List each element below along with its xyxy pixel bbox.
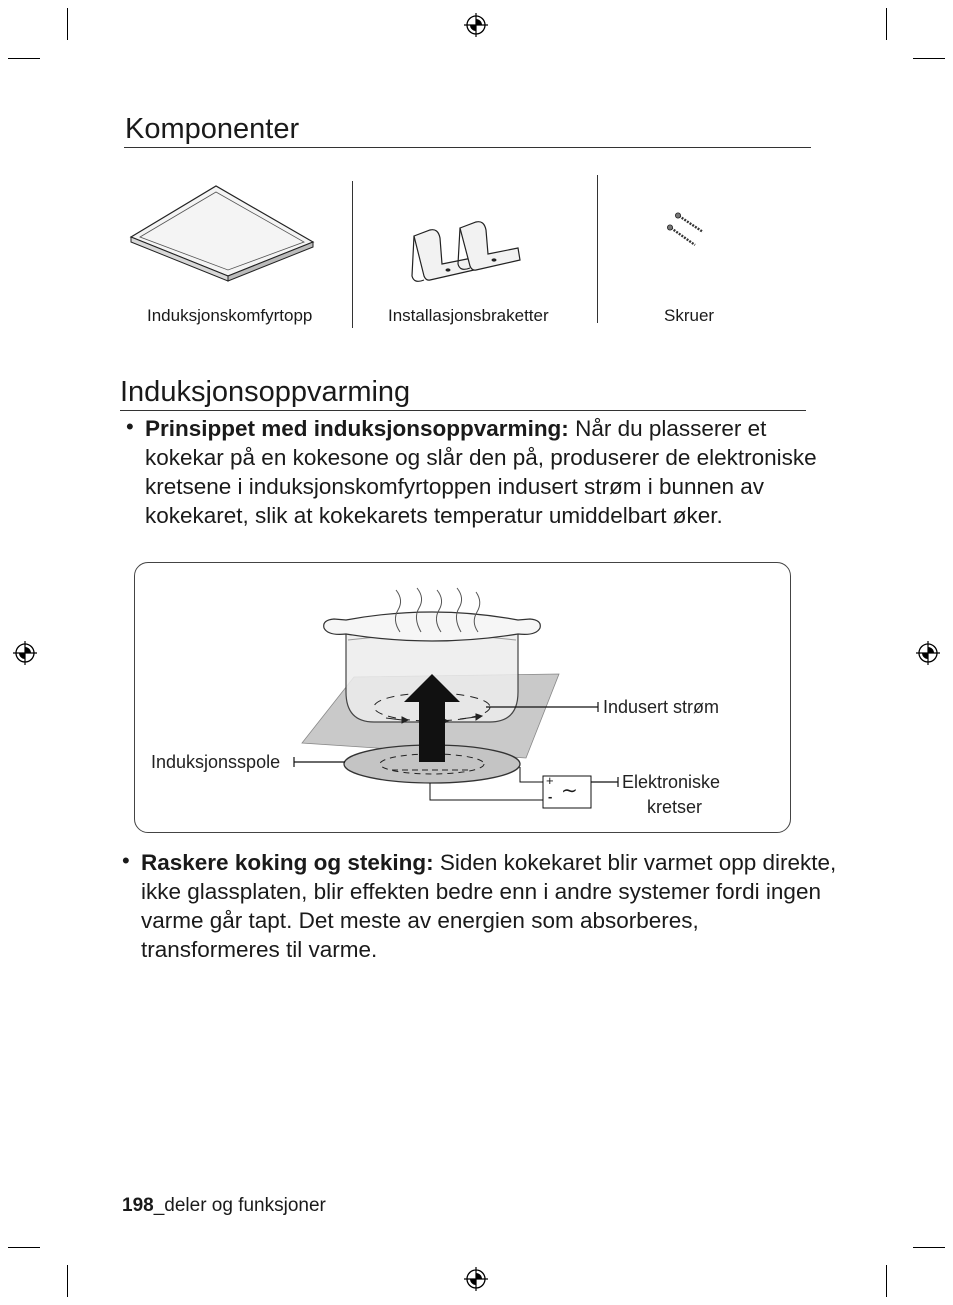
components-title-rule — [124, 147, 811, 148]
faster-paragraph — [141, 848, 841, 964]
label-induced-current: Indusert strøm — [603, 697, 720, 717]
screws-icon — [663, 212, 708, 250]
component-divider — [352, 181, 353, 328]
component-divider — [597, 175, 598, 323]
plus-sign: + — [546, 773, 554, 788]
label-electronics-line1: Elektroniske — [622, 772, 721, 792]
crop-mark — [913, 1247, 945, 1248]
label-induction-coil: Induksjonsspole — [151, 752, 281, 772]
registration-mark-icon — [464, 1267, 488, 1291]
crop-mark — [886, 8, 887, 40]
crop-mark — [8, 58, 40, 59]
component-label-brackets: Installasjonsbraketter — [388, 306, 549, 325]
crop-mark — [886, 1265, 887, 1297]
induction-title: Induksjonsoppvarming — [120, 376, 411, 408]
component-label-cooktop: Induksjonskomfyrtopp — [147, 306, 313, 325]
crop-mark — [67, 8, 68, 40]
cooktop-icon — [128, 182, 318, 282]
footer-text: _deler og funksjoner — [153, 1195, 326, 1216]
registration-mark-icon — [916, 641, 940, 665]
registration-mark-icon — [464, 13, 488, 37]
faster-text: Siden kokekaret blir varmet opp direkte, ikke glassplaten, blir effekten bedre enn i andre systemer fordi ingen varme går tapt. Det meste av energien som absorberes, transformeres til varme. — [141, 850, 837, 962]
page-footer — [122, 1195, 326, 1217]
principle-paragraph — [145, 414, 825, 530]
field-arrow-shaft — [419, 700, 445, 762]
crop-mark — [8, 1247, 40, 1248]
components-title: Komponenter — [125, 113, 300, 145]
principle-text: Når du plasserer et kokekar på en kokesone og slår den på, produserer de elektroniske kretsene i induksjonskomfyrtoppen indusert strøm i bunnen av kokekaret, slik at kokekarets temperatur umiddelbart øker. — [145, 416, 817, 528]
bullet: • — [122, 848, 130, 873]
bullet: • — [126, 414, 134, 439]
induction-title-rule — [120, 410, 806, 411]
label-electronics-line2: kretser — [647, 797, 703, 817]
faster-heading: Raskere koking og steking: — [141, 850, 434, 875]
brackets-icon — [408, 218, 523, 290]
crop-mark — [67, 1265, 68, 1297]
component-label-screws: Skruer — [664, 306, 715, 325]
minus-sign: - — [548, 789, 553, 804]
ac-symbol: ∼ — [561, 780, 578, 802]
principle-heading: Prinsippet med induksjonsoppvarming: — [145, 416, 569, 441]
crop-mark — [913, 58, 945, 59]
registration-mark-icon — [13, 641, 37, 665]
page-number: 198 — [122, 1195, 154, 1216]
